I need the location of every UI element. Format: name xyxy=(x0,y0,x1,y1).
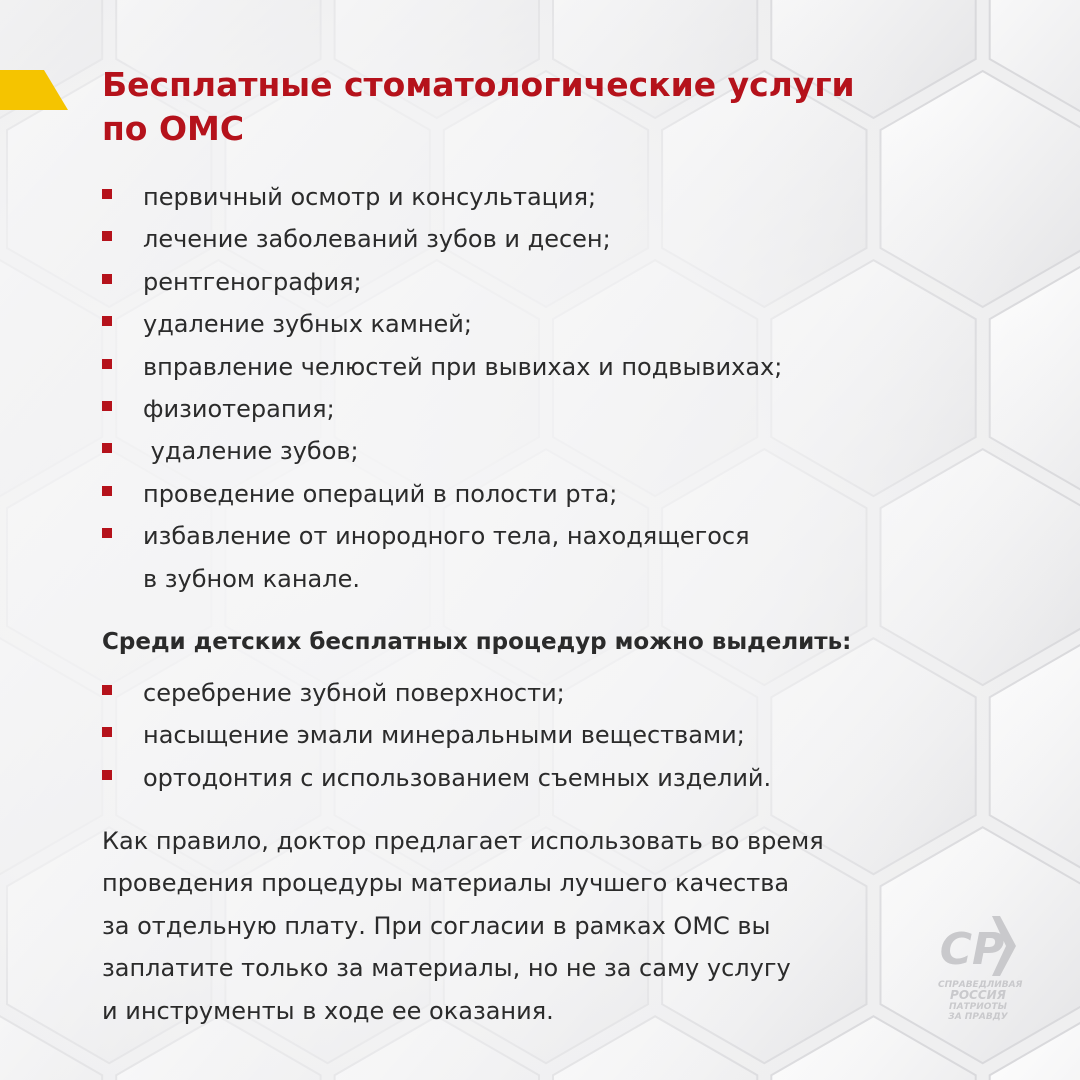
list-item-text: серебрение зубной поверхности; xyxy=(143,679,565,707)
list-item-text: насыщение эмали минеральными веществами; xyxy=(143,721,745,750)
list-item xyxy=(102,218,872,260)
bullet-icon xyxy=(102,316,112,326)
list-item xyxy=(102,303,872,345)
list-item-text: вправление челюстей при вывихах и подвывихах; xyxy=(143,352,783,381)
list-item xyxy=(102,672,872,714)
list-item xyxy=(102,388,872,430)
logo-line-1: СПРАВЕДЛИВАЯ xyxy=(938,980,1023,990)
list-item xyxy=(102,176,872,218)
list-item-text: проведение операций в полости рта; xyxy=(143,479,618,508)
list-item xyxy=(102,714,872,756)
list-item-text: удаление зубных камней; xyxy=(143,310,472,339)
list-item xyxy=(102,261,872,303)
note-paragraph: Как правило, доктор предлагает использовать во время проведения процедуры материалы лучшего качества за отдельную плату. При согласии в рамках ОМС вы заплатите только за материалы, но не за саму услугу и инструменты в ходе ее оказания. xyxy=(102,827,824,1025)
bullet-icon xyxy=(102,486,112,496)
bullet-icon xyxy=(102,401,112,411)
list-item-text: лечение заболеваний зубов и десен; xyxy=(143,225,611,254)
list-item xyxy=(102,757,872,799)
list-item-text: рентгенография; xyxy=(143,267,362,296)
list-item xyxy=(102,430,872,472)
logo-line-3: ПАТРИОТЫ xyxy=(949,1002,1007,1012)
list-item-text: ортодонтия с использованием съемных изделий. xyxy=(143,763,772,792)
services-list xyxy=(102,176,872,600)
bullet-icon xyxy=(102,274,112,284)
list-item-text: избавление от инородного тела, находящегося в зубном канале. xyxy=(143,522,750,593)
bullet-icon xyxy=(102,727,112,737)
list-item xyxy=(102,473,872,515)
bullet-icon xyxy=(102,770,112,780)
bullet-icon xyxy=(102,359,112,369)
logo-letters: СР xyxy=(939,924,1005,975)
bullet-icon xyxy=(102,685,112,695)
list-item-text: первичный осмотр и консультация; xyxy=(143,183,597,211)
bullet-icon xyxy=(102,528,112,538)
page-title: Бесплатные стоматологические услуги по ОМС xyxy=(102,65,855,148)
list-item xyxy=(102,515,872,600)
list-item xyxy=(102,346,872,388)
bullet-icon xyxy=(102,231,112,241)
logo-emblem-icon xyxy=(938,912,1018,982)
list-item-text: физиотерапия; xyxy=(143,395,335,424)
bullet-icon xyxy=(102,443,112,453)
logo-line-4: ЗА ПРАВДУ xyxy=(948,1012,1008,1022)
children-heading: Среди детских бесплатных процедур можно выделить: xyxy=(102,629,852,655)
bullet-icon xyxy=(102,189,112,199)
list-item-text: удаление зубов; xyxy=(143,437,359,466)
children-services-list xyxy=(102,672,872,799)
party-logo xyxy=(938,912,1023,1024)
logo-line-2: РОССИЯ xyxy=(950,988,1006,1002)
